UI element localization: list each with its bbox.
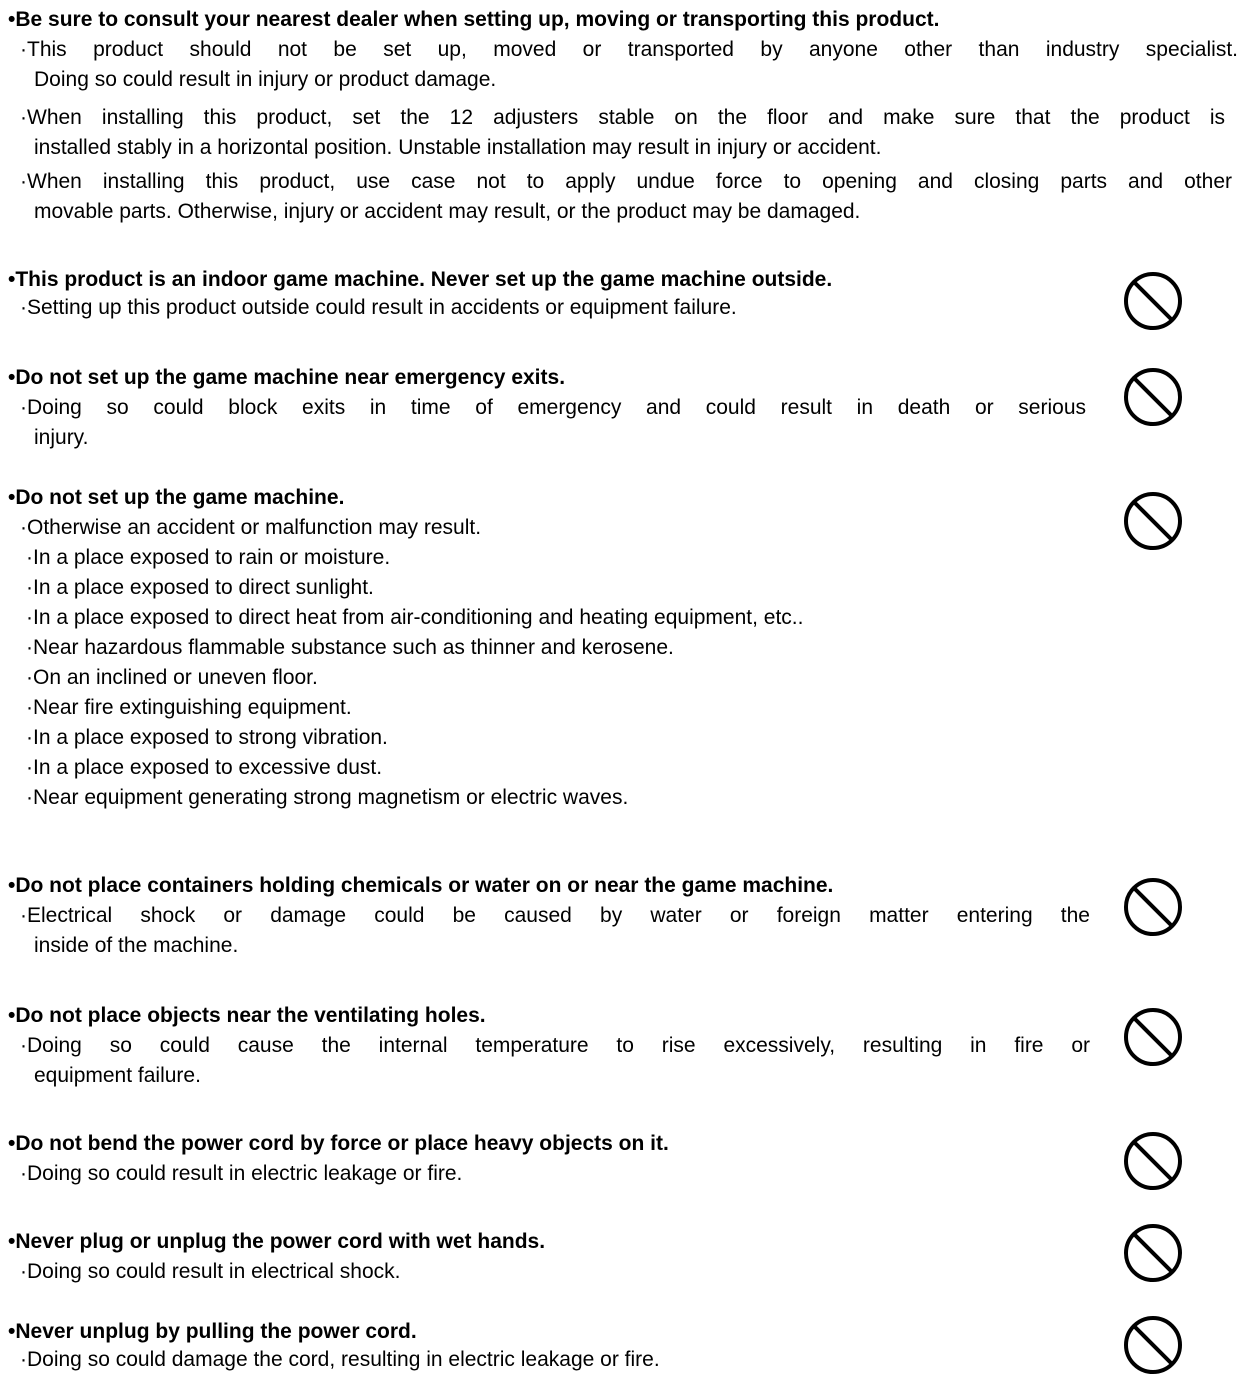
section-heading: •Never plug or unplug the power cord with wet hands.: [8, 1230, 546, 1253]
location-item: ·Near equipment generating strong magnetism or electric waves.: [26, 786, 629, 809]
bullet-text: ·Otherwise an accident or malfunction may result.: [20, 516, 482, 539]
section-heading: •Do not place containers holding chemicals or water on or near the game machine.: [8, 874, 834, 897]
location-item: ·On an inclined or uneven floor.: [26, 666, 318, 689]
section-heading: •This product is an indoor game machine. Never set up the game machine outside.: [8, 268, 833, 291]
prohibition-icon: [1122, 490, 1184, 552]
bullet-text: ·Electrical shock or damage could be caused by water or foreign matter entering the: [20, 904, 1090, 927]
location-item: ·In a place exposed to direct heat from air-conditioning and heating equipment, etc..: [26, 606, 804, 629]
bullet-text: ·Doing so could block exits in time of emergency and could result in death or serious: [20, 396, 1086, 419]
bullet-continuation: movable parts. Otherwise, injury or accident may result, or the product may be damaged.: [34, 200, 861, 223]
prohibition-icon: [1122, 1006, 1184, 1068]
bullet-continuation: inside of the machine.: [34, 934, 239, 957]
location-item: ·In a place exposed to rain or moisture.: [26, 546, 391, 569]
prohibition-icon: [1122, 876, 1184, 938]
bullet-continuation: injury.: [34, 426, 89, 449]
section-heading: •Do not place objects near the ventilating holes.: [8, 1004, 486, 1027]
prohibition-icon: [1122, 1130, 1184, 1192]
location-item: ·In a place exposed to direct sunlight.: [26, 576, 374, 599]
prohibition-icon: [1122, 1222, 1184, 1284]
location-item: ·Near hazardous flammable substance such as thinner and kerosene.: [26, 636, 674, 659]
section-heading: •Do not set up the game machine near emergency exits.: [8, 366, 566, 389]
bullet-text: ·When installing this product, use case not to apply undue force to opening and closing parts and other: [20, 170, 1232, 193]
location-item: ·Near fire extinguishing equipment.: [26, 696, 352, 719]
bullet-text: ·When installing this product, set the 12 adjusters stable on the floor and make sure that the product is: [20, 106, 1225, 129]
location-item: ·In a place exposed to excessive dust.: [26, 756, 383, 779]
bullet-text: ·Doing so could cause the internal temperature to rise excessively, resulting in fire or: [20, 1034, 1090, 1057]
prohibition-icon: [1122, 366, 1184, 428]
section-heading: •Do not set up the game machine.: [8, 486, 345, 509]
bullet-text: ·Doing so could result in electric leakage or fire.: [20, 1162, 463, 1185]
section-heading: •Be sure to consult your nearest dealer when setting up, moving or transporting this product.: [8, 8, 940, 31]
prohibition-icon: [1122, 1314, 1184, 1376]
location-item: ·In a place exposed to strong vibration.: [26, 726, 388, 749]
bullet-continuation: Doing so could result in injury or product damage.: [34, 68, 497, 91]
bullet-text: ·This product should not be set up, moved or transported by anyone other than industry specialist.: [20, 38, 1238, 61]
bullet-continuation: equipment failure.: [34, 1064, 201, 1087]
bullet-text: ·Setting up this product outside could result in accidents or equipment failure.: [20, 296, 737, 319]
section-heading: •Never unplug by pulling the power cord.: [8, 1320, 417, 1343]
prohibition-icon: [1122, 270, 1184, 332]
bullet-text: ·Doing so could damage the cord, resulting in electric leakage or fire.: [20, 1348, 660, 1371]
bullet-continuation: installed stably in a horizontal position. Unstable installation may result in injury or accident.: [34, 136, 882, 159]
section-heading: •Do not bend the power cord by force or place heavy objects on it.: [8, 1132, 669, 1155]
bullet-text: ·Doing so could result in electrical shock.: [20, 1260, 401, 1283]
